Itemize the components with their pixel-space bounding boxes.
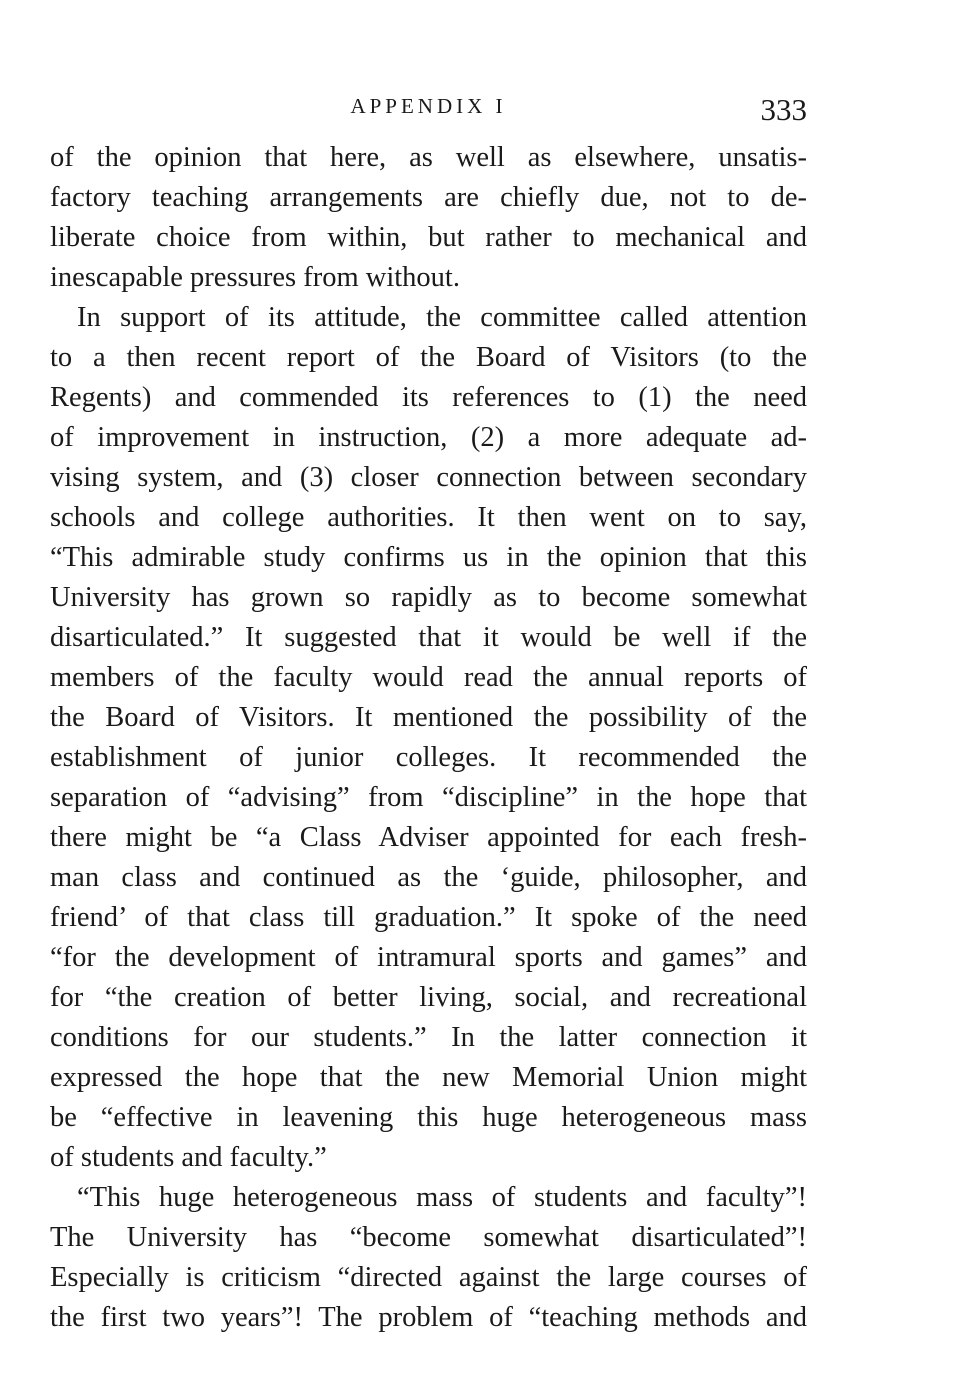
- paragraph-2: [50, 298, 807, 1178]
- page-number: 333: [760, 92, 807, 127]
- text-line: the first two years”! The problem of “teaching methods and: [50, 1302, 807, 1333]
- body-text: [50, 138, 807, 1338]
- text-line: man class and continued as the ‘guide, philosopher, and: [50, 862, 807, 893]
- text-line: of the opinion that here, as well as elsewhere, unsatis-: [50, 142, 807, 173]
- text-line: separation of “advising” from “discipline” in the hope that: [50, 782, 807, 813]
- running-title: APPENDIX I: [350, 94, 507, 118]
- paragraph-1: [50, 138, 807, 298]
- text-line: the Board of Visitors. It mentioned the possibility of the: [50, 702, 807, 733]
- text-line: establishment of junior colleges. It recommended the: [50, 742, 807, 773]
- text-line: “This huge heterogeneous mass of students and faculty”!: [77, 1182, 807, 1213]
- text-line: University has grown so rapidly as to become somewhat: [50, 582, 807, 613]
- text-line: vising system, and (3) closer connection between secondary: [50, 462, 807, 493]
- text-line: for “the creation of better living, social, and recreational: [50, 982, 807, 1013]
- text-line: be “effective in leavening this huge heterogeneous mass: [50, 1102, 807, 1133]
- text-line: expressed the hope that the new Memorial Union might: [50, 1062, 807, 1093]
- running-head: [50, 92, 807, 132]
- text-line: friend’ of that class till graduation.” It spoke of the need: [50, 902, 807, 933]
- text-line: The University has “become somewhat disarticulated”!: [50, 1222, 807, 1253]
- text-line: to a then recent report of the Board of Visitors (to the: [50, 342, 807, 373]
- text-line: disarticulated.” It suggested that it would be well if the: [50, 622, 807, 653]
- text-line: “This admirable study confirms us in the opinion that this: [50, 542, 807, 573]
- text-line: factory teaching arrangements are chiefly due, not to de-: [50, 182, 807, 213]
- text-line: of students and faculty.”: [50, 1142, 327, 1173]
- text-line: Especially is criticism “directed against the large courses of: [50, 1262, 807, 1293]
- text-line: conditions for our students.” In the latter connection it: [50, 1022, 807, 1053]
- paragraph-3: [50, 1178, 807, 1338]
- text-line: schools and college authorities. It then went on to say,: [50, 502, 807, 533]
- text-line: inescapable pressures from without.: [50, 262, 460, 293]
- text-line: there might be “a Class Adviser appointed for each fresh-: [50, 822, 807, 853]
- text-line: In support of its attitude, the committee called attention: [77, 302, 807, 333]
- text-line: Regents) and commended its references to (1) the need: [50, 382, 807, 413]
- text-line: liberate choice from within, but rather to mechanical and: [50, 222, 807, 253]
- text-line: “for the development of intramural sports and games” and: [50, 942, 807, 973]
- text-line: members of the faculty would read the annual reports of: [50, 662, 807, 693]
- text-line: of improvement in instruction, (2) a more adequate ad-: [50, 422, 807, 453]
